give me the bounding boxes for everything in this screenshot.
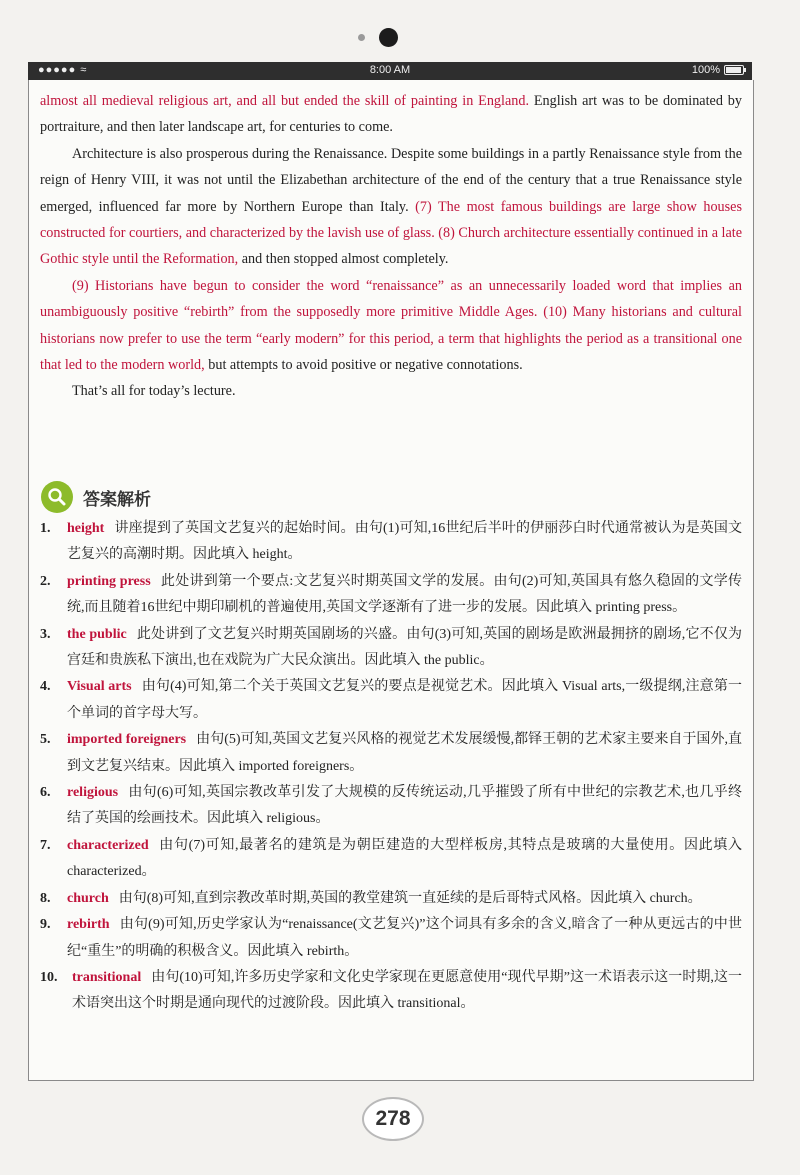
battery-percent: 100% (691, 64, 720, 76)
answer-keyword: characterized (67, 837, 149, 853)
answer-number: 3. (40, 626, 51, 642)
highlighted-sentence: almost all medieval religious art, and all but ended the skill of painting in England. (40, 93, 529, 109)
answer-item (40, 569, 742, 622)
answers-title: 答案解析 (83, 489, 151, 510)
status-time: 8:00 AM (369, 64, 411, 76)
answer-explanation: 此处讲到第一个要点:文艺复兴时期英国文学的发展。由句(2)可知,英国具有悠久稳固的文学传统,而且随着16世纪中期印刷机的普遍使用,英国文学逐渐有了进一步的发展。因此填入 printing press。 (67, 573, 742, 616)
answer-item (40, 674, 742, 727)
answer-item (40, 912, 742, 965)
page-number-badge: 278 (362, 1097, 424, 1141)
answer-keyword: the public (67, 626, 127, 642)
answer-item (40, 727, 742, 780)
answer-item (40, 516, 742, 569)
answer-number: 4. (40, 679, 51, 695)
answer-number: 2. (40, 573, 51, 589)
answer-item (40, 886, 742, 912)
answer-explanation: 讲座提到了英国文艺复兴的起始时间。由句(1)可知,16世纪后半叶的伊丽莎白时代通常被认为是英国文艺复兴的高潮时期。因此填入 height。 (67, 521, 742, 563)
answer-keyword: transitional (72, 969, 142, 985)
answer-number: 7. (40, 837, 51, 853)
answer-explanation: 由句(7)可知,最著名的建筑是为朝臣建造的大型样板房,其特点是玻璃的大量使用。因此填入 characterized。 (67, 837, 742, 880)
lecture-paragraph-4: That’s all for today’s lecture. (72, 383, 236, 400)
page-content[interactable] (28, 80, 754, 1081)
answer-number: 1. (40, 521, 51, 536)
answer-item (40, 780, 742, 833)
answer-keyword: imported foreigners (67, 732, 187, 748)
signal-wifi-indicator: ●●●●● ≈ (38, 64, 88, 76)
magnifier-icon (41, 481, 73, 513)
answers-header (41, 480, 151, 514)
sensor-dot (358, 34, 365, 41)
battery-indicator (692, 64, 744, 76)
highlighted-sentence: (7) The most famous buildings are large show houses constructed for courtiers, and characterized by the lavish use of glass. (8) Church architecture essentially continued in a late Gothic style until the Reformation, (40, 198, 743, 268)
answer-list (40, 516, 742, 1018)
answer-item (40, 833, 742, 886)
answer-explanation: 由句(9)可知,历史学家认为“renaissance(文艺复兴)”这个词具有多余的含义,暗含了一种从更远古的中世纪“重生”的明确的积极含义。因此填入 rebirth。 (67, 917, 742, 959)
answer-explanation: 由句(5)可知,英国文艺复兴风格的视觉艺术发展缓慢,都铎王朝的艺术家主要来自于国外,直到文艺复兴结束。因此填入 imported foreigners。 (67, 732, 742, 774)
answer-keyword: religious (67, 785, 119, 801)
answer-keyword: church (67, 890, 109, 906)
lecture-text (40, 88, 742, 405)
answer-number: 6. (40, 785, 51, 801)
answer-item (40, 622, 742, 675)
lecture-text-span: and then stopped almost completely. (238, 251, 449, 268)
answer-explanation: 由句(6)可知,英国宗教改革引发了大规模的反传统运动,几乎摧毁了所有中世纪的宗教艺术,也几乎终结了英国的绘画技术。因此填入 religious。 (67, 785, 742, 827)
answer-keyword: Visual arts (67, 679, 132, 695)
answer-number: 10. (40, 969, 58, 985)
camera-icon (379, 28, 398, 47)
lecture-paragraph-1 (40, 88, 742, 141)
status-bar (28, 62, 752, 80)
answer-number: 8. (40, 890, 51, 906)
highlighted-sentence: (9) Historians have begun to consider the word “renaissance” as an unnecessarily loaded word that implies an unambiguously positive “rebirth” from the supposedly more primitive Middle Ages. (10) Many historians and cultural historians now prefer to use the term “early modern” for this period, a term that highlights the period as a transitional one that led to the modern world, (40, 277, 742, 374)
lecture-paragraph-3 (40, 273, 742, 379)
lecture-text-span: but attempts to avoid positive or negative connotations. (204, 357, 523, 374)
answer-explanation: 由句(10)可知,许多历史学家和文化史学家现在更愿意使用“现代早期”这一术语表示这一时期,这一术语突出这个时期是通向现代的过渡阶段。因此填入 transitional。 (72, 969, 742, 1012)
answer-number: 9. (40, 917, 51, 933)
device-bezel (0, 26, 800, 48)
answer-keyword: printing press (67, 573, 151, 589)
answer-number: 5. (40, 732, 51, 748)
answer-keyword: height (67, 521, 105, 536)
answer-explanation: 由句(4)可知,第二个关于英国文艺复兴的要点是视觉艺术。因此填入 Visual arts,一级提纲,注意第一个单词的首字母大写。 (67, 679, 742, 721)
lecture-text-span: English art was to be dominated by portraiture, and then later landscape art, for centuries to come. (40, 93, 742, 136)
battery-icon (724, 65, 744, 75)
lecture-paragraph-2 (40, 141, 742, 273)
answer-explanation: 此处讲到了文艺复兴时期英国剧场的兴盛。由句(3)可知,英国的剧场是欧洲最拥挤的剧场,它不仅为宫廷和贵族私下演出,也在戏院为广大民众演出。因此填入 the public。 (67, 626, 742, 669)
answer-keyword: rebirth (67, 917, 110, 933)
lecture-text-span: Architecture is also prosperous during the Renaissance. Despite some buildings in a partly Renaissance style from the reign of Henry VIII, it was not until the Elizabethan architecture of the end of the century that a true Renaissance style emerged, influenced far more by Northern Europe than Italy. (40, 145, 742, 215)
answer-item (40, 965, 742, 1018)
answer-explanation: 由句(8)可知,直到宗教改革时期,英国的教堂建筑一直延续的是后哥特式风格。因此填入 church。 (118, 890, 702, 906)
